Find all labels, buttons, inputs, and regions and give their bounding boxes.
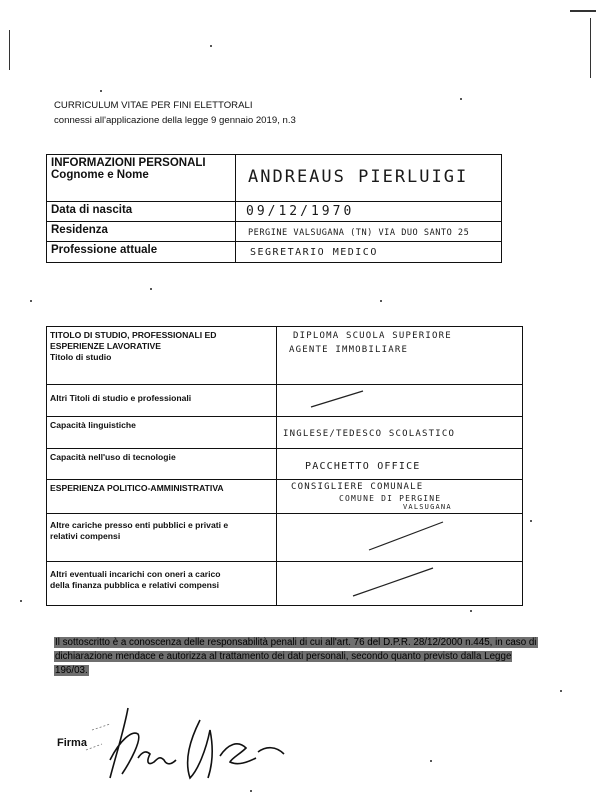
scan-speck	[460, 98, 462, 100]
document-header	[54, 98, 296, 128]
scan-edge-left	[9, 30, 10, 70]
tech-value-cell	[277, 449, 523, 480]
languages-label: Capacità linguistiche	[50, 420, 136, 430]
other-roles-label-line2: relativi compensi	[50, 531, 121, 541]
tech-value: PACCHETTO OFFICE	[305, 461, 421, 472]
table-row	[47, 385, 523, 417]
political-value-line1: CONSIGLIERE COMUNALE	[291, 482, 424, 492]
table-row	[47, 562, 523, 606]
personal-info-table	[46, 154, 502, 263]
profession-value-cell	[236, 242, 502, 263]
other-roles-label-cell	[47, 514, 277, 562]
study-label-cell	[47, 327, 277, 385]
declaration-text: Il sottoscritto è a conoscenza delle responsabilità penali di cui all'art. 76 del D.P.R. 28/12/2000 n.445, in caso di dichiarazione mendace e autorizza al trattamento dei dati personali, secondo quanto previsto dalla Legge 196/03.	[55, 637, 537, 676]
profession-label: Professione attuale	[51, 244, 158, 256]
residence-value: PERGINE VALSUGANA (TN) VIA DUO SANTO 25	[248, 228, 470, 238]
tech-label-cell	[47, 449, 277, 480]
scan-edge-top	[570, 10, 596, 12]
birth-value-cell	[236, 202, 502, 222]
pen-stroke-mark	[283, 516, 483, 556]
table-row	[47, 155, 502, 202]
political-value-cell	[277, 480, 523, 514]
pen-stroke-mark	[283, 564, 483, 600]
birth-label: Data di nascita	[51, 204, 133, 216]
scan-speck	[30, 300, 32, 302]
study-label-line2: ESPERIENZE LAVORATIVE	[50, 341, 161, 351]
scan-speck	[210, 45, 212, 47]
other-titles-value-cell	[277, 385, 523, 417]
scan-edge-right	[590, 18, 591, 78]
other-roles-label-line1: Altre cariche presso enti pubblici e privati e	[50, 520, 229, 530]
residence-value-cell	[236, 222, 502, 242]
table-row	[47, 449, 523, 480]
birth-label-cell	[47, 202, 236, 222]
scan-speck	[560, 690, 562, 692]
scan-speck	[530, 520, 532, 522]
other-duties-label-line1: Altri eventuali incarichi con oneri a carico	[50, 569, 221, 579]
header-title: CURRICULUM VITAE PER FINI ELETTORALI	[54, 100, 253, 111]
table-row	[47, 417, 523, 449]
other-duties-label-cell	[47, 562, 277, 606]
other-duties-value-cell	[277, 562, 523, 606]
handwritten-signature	[80, 700, 310, 790]
political-value-line2: COMUNE DI PERGINE	[339, 494, 442, 503]
name-label-cell	[47, 155, 236, 202]
political-label: ESPERIENZA POLITICO-AMMINISTRATIVA	[50, 483, 224, 493]
name-value-cell	[236, 155, 502, 202]
profession-value: SEGRETARIO MEDICO	[250, 247, 378, 258]
other-titles-label-cell	[47, 385, 277, 417]
other-titles-label: Altri Titoli di studio e professionali	[50, 393, 192, 403]
languages-value-cell	[277, 417, 523, 449]
study-value-line1: DIPLOMA SCUOLA SUPERIORE	[293, 331, 452, 341]
study-label-line3: Titolo di studio	[50, 352, 112, 362]
other-roles-value-cell	[277, 514, 523, 562]
header-subtitle: connessi all'applicazione della legge 9 gennaio 2019, n.3	[54, 115, 296, 126]
residence-label-cell	[47, 222, 236, 242]
table-row	[47, 480, 523, 514]
signature-label: Firma	[57, 737, 87, 749]
tech-label: Capacità nell'uso di tecnologie	[50, 452, 176, 462]
scan-speck	[20, 600, 22, 602]
study-label-line1: TITOLO DI STUDIO, PROFESSIONALI ED	[50, 330, 217, 340]
scan-speck	[100, 90, 102, 92]
table-row	[47, 222, 502, 242]
political-value-line3: VALSUGANA	[403, 503, 452, 511]
table-row	[47, 514, 523, 562]
scan-speck	[430, 760, 432, 762]
residence-label: Residenza	[51, 224, 108, 236]
cv-table	[46, 326, 523, 606]
table-row	[47, 327, 523, 385]
table-row	[47, 242, 502, 263]
declaration-statement	[54, 636, 544, 678]
table-row	[47, 202, 502, 222]
political-label-cell	[47, 480, 277, 514]
scan-speck	[380, 300, 382, 302]
study-value-cell	[277, 327, 523, 385]
section-title: INFORMAZIONI PERSONALI	[51, 157, 206, 169]
name-label: Cognome e Nome	[51, 169, 149, 181]
name-value: ANDREAUS PIERLUIGI	[248, 167, 469, 187]
languages-label-cell	[47, 417, 277, 449]
scan-speck	[250, 790, 252, 792]
scan-speck	[470, 610, 472, 612]
pen-stroke-mark	[283, 387, 373, 411]
other-duties-label-line2: della finanza pubblica e relativi compensi	[50, 580, 220, 590]
study-value-line2: AGENTE IMMOBILIARE	[289, 345, 409, 355]
languages-value: INGLESE/TEDESCO SCOLASTICO	[283, 429, 456, 439]
scan-speck	[150, 288, 152, 290]
profession-label-cell	[47, 242, 236, 263]
birth-value: 09/12/1970	[246, 204, 355, 219]
